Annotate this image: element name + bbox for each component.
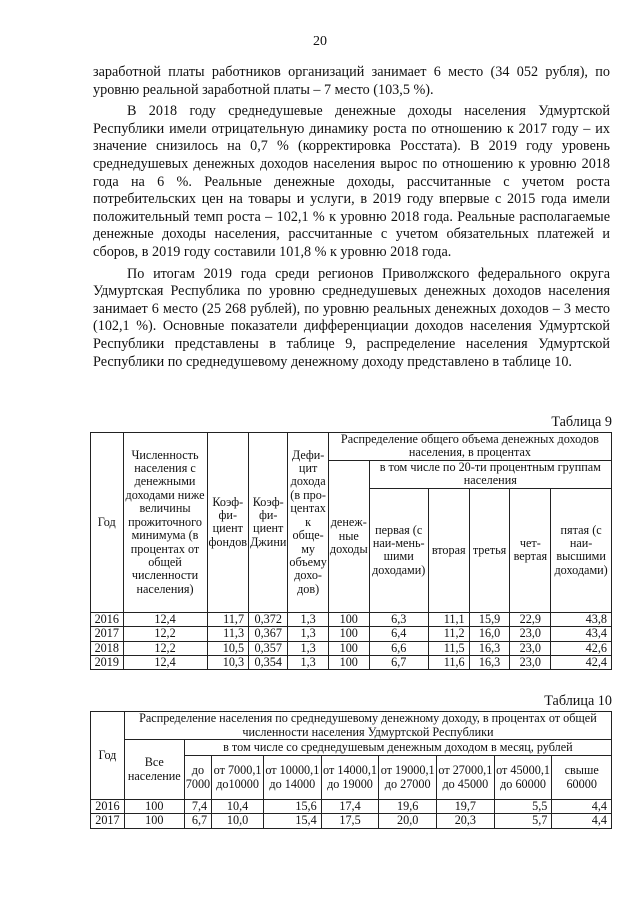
table-cell: 15,6 bbox=[264, 800, 322, 814]
table-cell: 6,4 bbox=[369, 627, 428, 641]
t10-header-c1: до 7000 bbox=[184, 756, 211, 800]
t10-header-sub: в том числе со среднедушевым денежным доходом в месяц, рублей bbox=[184, 740, 611, 756]
t9-header-money-income: денеж-ные доходы bbox=[328, 460, 369, 612]
table-cell: 12,4 bbox=[123, 612, 207, 626]
paragraph: В 2018 году среднедушевые денежные доходы населения Удмуртской Республики имели отрицательную динамику роста по отношению к 2017 году – их значение снизилось на 0,7 % (корректировка Росстата). В 2019 году уровень среднедушевых денежных доходов населения вырос по отношению к уровню 2018 года на 6 %. Реальные денежные доходы, рассчитанные с учетом роста потребительских цен на товары и услуги, в 2019 году впервые с 2015 года имели положительный темп роста – 102,1 % к уровню 2018 года. Реальные располагаемые денежные доходы населения, рассчитанные с учетом обязательных платежей и сборов, в 2019 году составили 101,8 % к уровню 2018 года. bbox=[93, 103, 610, 260]
t10-header-distribution: Распределение населения по среднедушевому денежному доходу, в процентах от общей численности населения Удмуртской Республики bbox=[124, 712, 611, 740]
t10-header-c4: от 14000,1 до 19000 bbox=[321, 756, 379, 800]
table-row bbox=[91, 641, 612, 655]
table-cell: 6,3 bbox=[369, 612, 428, 626]
body-text bbox=[93, 64, 610, 375]
table-cell: 5,5 bbox=[494, 800, 552, 814]
table-cell: 43,4 bbox=[551, 627, 612, 641]
t9-header-gini: Коэф-фи-циент Джини bbox=[249, 433, 288, 613]
t10-header-all: Все население bbox=[124, 740, 184, 800]
t9-header-g3: третья bbox=[469, 488, 510, 612]
table-cell: 42,6 bbox=[551, 641, 612, 655]
table-cell: 1,3 bbox=[288, 641, 329, 655]
page-number: 20 bbox=[313, 34, 327, 49]
table-cell: 1,3 bbox=[288, 612, 329, 626]
table-cell: 16,3 bbox=[469, 656, 510, 670]
t9-header-distribution: Распределение общего объема денежных доходов населения, в процентах bbox=[328, 433, 611, 461]
t9-header-g4: чет-вертая bbox=[510, 488, 551, 612]
table-cell: 19,6 bbox=[379, 800, 437, 814]
table-cell: 20,0 bbox=[379, 814, 437, 828]
table-cell: 100 bbox=[328, 656, 369, 670]
table-cell: 10,5 bbox=[207, 641, 249, 655]
paragraph: заработной платы работников организаций занимает 6 место (34 052 рубля), по уровню реальной заработной платы – 7 место (103,5 %). bbox=[93, 64, 610, 98]
table-cell: 2016 bbox=[91, 800, 125, 814]
table-row bbox=[91, 612, 612, 626]
table-cell: 19,7 bbox=[437, 800, 495, 814]
table-cell: 100 bbox=[328, 612, 369, 626]
table-cell: 23,0 bbox=[510, 627, 551, 641]
table-cell: 6,6 bbox=[369, 641, 428, 655]
table-cell: 2016 bbox=[91, 612, 124, 626]
table-cell: 42,4 bbox=[551, 656, 612, 670]
table-row bbox=[91, 800, 612, 814]
table-cell: 10,0 bbox=[212, 814, 264, 828]
table-cell: 6,7 bbox=[369, 656, 428, 670]
table-cell: 17,5 bbox=[321, 814, 379, 828]
table-cell: 2017 bbox=[91, 814, 125, 828]
table-cell: 5,7 bbox=[494, 814, 552, 828]
table-cell: 15,9 bbox=[469, 612, 510, 626]
t9-header-year: Год bbox=[91, 433, 124, 613]
table-cell: 10,3 bbox=[207, 656, 249, 670]
table-cell: 15,4 bbox=[264, 814, 322, 828]
table-cell: 23,0 bbox=[510, 656, 551, 670]
t10-header-c2: от 7000,1 до10000 bbox=[212, 756, 264, 800]
table-9 bbox=[90, 432, 612, 670]
t9-header-funds: Коэф-фи-циент фондов bbox=[207, 433, 249, 613]
table-cell: 2018 bbox=[91, 641, 124, 655]
t10-header-year: Год bbox=[91, 712, 125, 800]
table-cell: 11,1 bbox=[428, 612, 469, 626]
t10-header-c7: от 45000,1 до 60000 bbox=[494, 756, 552, 800]
t9-header-poverty: Численность населения с денежными доходами ниже величины прожиточного минимума (в процентах от общей численности населения) bbox=[123, 433, 207, 613]
table-10 bbox=[90, 711, 612, 829]
table-cell: 0,367 bbox=[249, 627, 288, 641]
table-cell: 0,354 bbox=[249, 656, 288, 670]
table-cell: 43,8 bbox=[551, 612, 612, 626]
table-cell: 1,3 bbox=[288, 656, 329, 670]
table-cell: 16,3 bbox=[469, 641, 510, 655]
t10-header-c6: от 27000,1 до 45000 bbox=[437, 756, 495, 800]
table-cell: 100 bbox=[124, 800, 184, 814]
table-cell: 12,2 bbox=[123, 627, 207, 641]
table-cell: 100 bbox=[328, 641, 369, 655]
paragraph: По итогам 2019 года среди регионов Приволжского федерального округа Удмуртская Республика по уровню среднедушевых денежных доходов населения занимает 6 место (25 268 рублей), по уровню реальных денежных доходов – 3 место (102,1 %). Основные показатели дифференциации доходов населения Удмуртской Республики представлены в таблице 9, распределение населения Удмуртской Республики по среднедушевому денежному доходу представлено в таблице 10. bbox=[93, 265, 610, 370]
table-row bbox=[91, 814, 612, 828]
t9-header-g1: первая (с наи-мень-шими доходами) bbox=[369, 488, 428, 612]
table-cell: 4,4 bbox=[552, 814, 612, 828]
table-cell: 10,4 bbox=[212, 800, 264, 814]
table9-caption: Таблица 9 bbox=[551, 414, 612, 430]
t9-header-groups: в том числе по 20-ти процентным группам населения bbox=[369, 460, 611, 488]
table-cell: 11,3 bbox=[207, 627, 249, 641]
table-cell: 0,357 bbox=[249, 641, 288, 655]
table-cell: 100 bbox=[328, 627, 369, 641]
table-cell: 4,4 bbox=[552, 800, 612, 814]
table-cell: 0,372 bbox=[249, 612, 288, 626]
t9-header-g2: вторая bbox=[428, 488, 469, 612]
table-cell: 100 bbox=[124, 814, 184, 828]
table-cell: 23,0 bbox=[510, 641, 551, 655]
table-cell: 2017 bbox=[91, 627, 124, 641]
t9-header-deficit: Дефи-цит дохода (в про-центах к обще-му объему дохо-дов) bbox=[288, 433, 329, 613]
table-row bbox=[91, 656, 612, 670]
table-cell: 17,4 bbox=[321, 800, 379, 814]
table-cell: 7,4 bbox=[184, 800, 211, 814]
table-cell: 16,0 bbox=[469, 627, 510, 641]
table-cell: 12,4 bbox=[123, 656, 207, 670]
table10-caption: Таблица 10 bbox=[544, 693, 612, 709]
table-cell: 11,2 bbox=[428, 627, 469, 641]
t10-header-c8: свыше 60000 bbox=[552, 756, 612, 800]
table-cell: 11,6 bbox=[428, 656, 469, 670]
t10-header-c5: от 19000,1 до 27000 bbox=[379, 756, 437, 800]
table-cell: 11,5 bbox=[428, 641, 469, 655]
table-cell: 12,2 bbox=[123, 641, 207, 655]
table-cell: 6,7 bbox=[184, 814, 211, 828]
t10-header-c3: от 10000,1 до 14000 bbox=[264, 756, 322, 800]
table-cell: 2019 bbox=[91, 656, 124, 670]
table-cell: 20,3 bbox=[437, 814, 495, 828]
table-cell: 11,7 bbox=[207, 612, 249, 626]
table-row bbox=[91, 627, 612, 641]
table-cell: 1,3 bbox=[288, 627, 329, 641]
t9-header-g5: пятая (с наи-высшими доходами) bbox=[551, 488, 612, 612]
table-cell: 22,9 bbox=[510, 612, 551, 626]
